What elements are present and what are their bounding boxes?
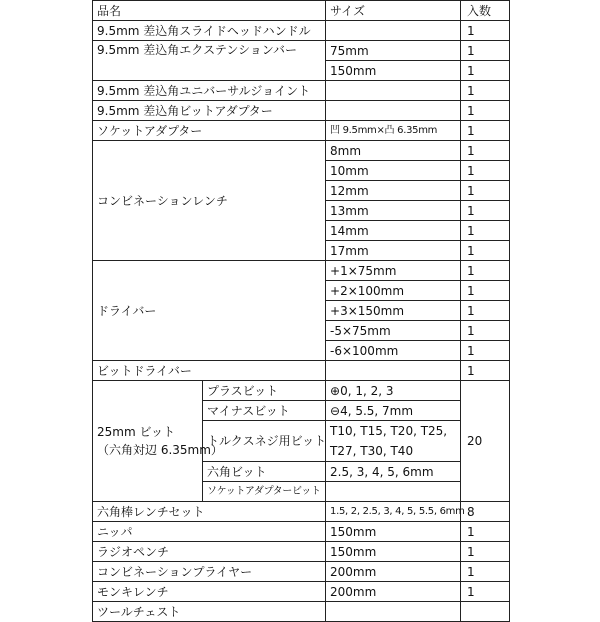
item-qty: 8 (461, 502, 510, 522)
bit-group-name-line1: 25mm ビット (97, 425, 175, 439)
bit-type-name: トルクスネジ用ビット (203, 421, 326, 462)
item-size: 8mm (326, 141, 461, 161)
item-name: ツールチェスト (93, 602, 326, 622)
table-row (93, 562, 510, 582)
table-row (93, 101, 510, 121)
item-qty: 1 (461, 241, 510, 261)
item-qty: 1 (461, 161, 510, 181)
table-row (93, 522, 510, 542)
bit-group-name (93, 381, 223, 502)
item-name: ニッパ (93, 522, 326, 542)
item-qty: 1 (461, 21, 510, 41)
bit-type-name: 六角ビット (203, 462, 326, 482)
item-size (326, 81, 461, 101)
item-name: ラジオペンチ (93, 542, 326, 562)
item-qty: 1 (461, 522, 510, 542)
item-size (326, 361, 461, 381)
table-row (93, 381, 510, 401)
table-row (93, 261, 510, 281)
item-size (326, 602, 461, 622)
header-qty: 入数 (461, 1, 510, 21)
item-name: 9.5mm 差込角エクステンションバー (93, 41, 326, 81)
item-name: ドライバー (93, 261, 326, 361)
table-row (93, 602, 510, 622)
table-row (93, 361, 510, 381)
bit-type-size: ⊖4, 5.5, 7mm (326, 401, 461, 421)
item-size: 13mm (326, 201, 461, 221)
bit-group-name-line2: （六角対辺 6.35mm） (97, 443, 223, 457)
item-size: 150mm (326, 61, 461, 81)
item-qty: 1 (461, 582, 510, 602)
item-size: +3×150mm (326, 301, 461, 321)
table-row (93, 141, 510, 161)
item-size (326, 101, 461, 121)
header-row (93, 1, 510, 21)
table-row (93, 81, 510, 101)
item-qty: 1 (461, 61, 510, 81)
bit-type-name: ソケットアダプタービット (203, 482, 326, 502)
item-size: 14mm (326, 221, 461, 241)
item-size: 75mm (326, 41, 461, 61)
item-qty: 1 (461, 101, 510, 121)
item-size: 10mm (326, 161, 461, 181)
table-row (93, 582, 510, 602)
item-size: 150mm (326, 522, 461, 542)
item-size: +2×100mm (326, 281, 461, 301)
item-name: 9.5mm 差込角ビットアダプター (93, 101, 326, 121)
table-row (93, 542, 510, 562)
header-name: 品名 (93, 1, 326, 21)
item-qty: 1 (461, 281, 510, 301)
item-size: 200mm (326, 582, 461, 602)
item-qty: 1 (461, 221, 510, 241)
item-size: 1.5, 2, 2.5, 3, 4, 5, 5.5, 6mm (326, 502, 461, 522)
item-qty: 1 (461, 542, 510, 562)
item-qty (461, 602, 510, 622)
item-qty: 1 (461, 562, 510, 582)
item-size: -6×100mm (326, 341, 461, 361)
item-qty: 1 (461, 201, 510, 221)
item-qty: 1 (461, 81, 510, 101)
item-qty: 1 (461, 41, 510, 61)
bit-type-size: T10, T15, T20, T25, T27, T30, T40 (326, 421, 461, 462)
item-name: ビットドライバー (93, 361, 326, 381)
table-row (93, 21, 510, 41)
bit-type-size: 2.5, 3, 4, 5, 6mm (326, 462, 461, 482)
item-qty: 1 (461, 301, 510, 321)
item-size: 12mm (326, 181, 461, 201)
table-row (93, 41, 510, 61)
bit-type-size (326, 482, 461, 502)
item-qty: 1 (461, 321, 510, 341)
item-size: 150mm (326, 542, 461, 562)
item-size: +1×75mm (326, 261, 461, 281)
spec-table (92, 0, 510, 622)
item-name: コンビネーションレンチ (93, 141, 326, 261)
item-qty: 1 (461, 361, 510, 381)
bit-type-name: マイナスビット (203, 401, 326, 421)
item-size: 200mm (326, 562, 461, 582)
item-name: 9.5mm 差込角ユニバーサルジョイント (93, 81, 326, 101)
item-qty: 1 (461, 121, 510, 141)
bit-type-name: プラスビット (203, 381, 326, 401)
item-size: 凹 9.5mm×凸 6.35mm (326, 121, 461, 141)
item-name: モンキレンチ (93, 582, 326, 602)
item-qty: 1 (461, 181, 510, 201)
bit-type-size: ⊕0, 1, 2, 3 (326, 381, 461, 401)
item-name: 六角棒レンチセット (93, 502, 326, 522)
table-row (93, 121, 510, 141)
item-name: 9.5mm 差込角スライドヘッドハンドル (93, 21, 326, 41)
item-qty: 1 (461, 261, 510, 281)
bit-group-qty: 20 (461, 381, 510, 502)
item-size: 17mm (326, 241, 461, 261)
item-size: -5×75mm (326, 321, 461, 341)
item-name: コンビネーションプライヤー (93, 562, 326, 582)
item-size (326, 21, 461, 41)
item-qty: 1 (461, 341, 510, 361)
header-size: サイズ (326, 1, 461, 21)
item-name: ソケットアダプター (93, 121, 326, 141)
table-row (93, 502, 510, 522)
item-qty: 1 (461, 141, 510, 161)
